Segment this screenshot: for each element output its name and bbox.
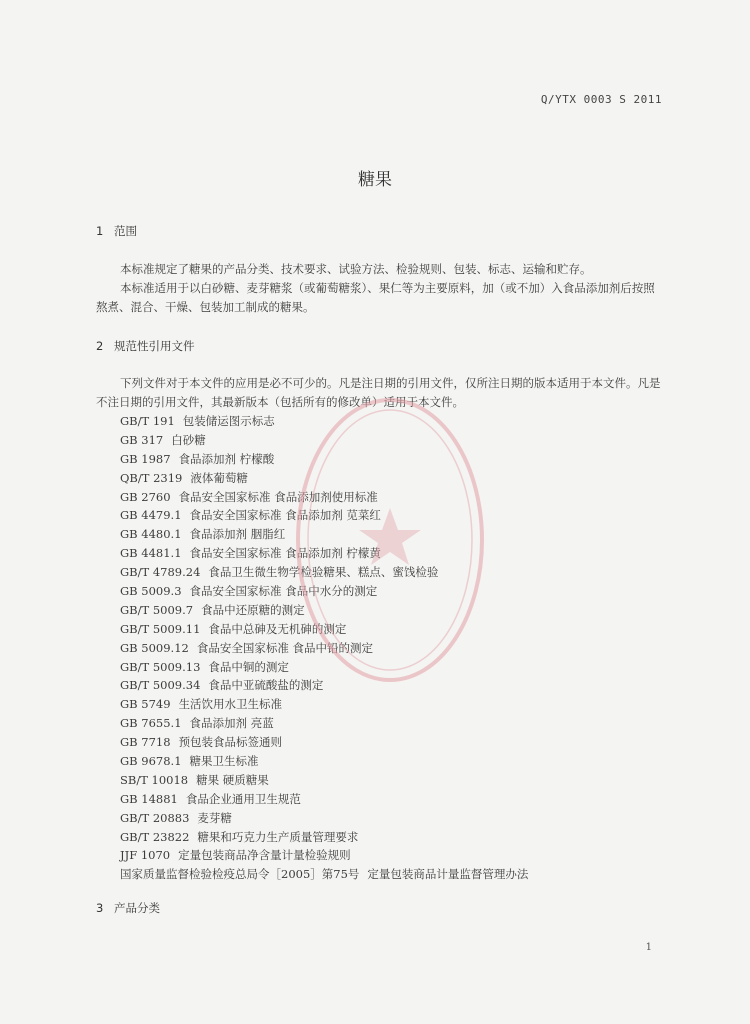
reference-code: GB 4480.1 xyxy=(120,527,182,542)
reference-item xyxy=(120,525,528,544)
reference-item xyxy=(120,733,528,752)
reference-name: 食品安全国家标准 食品中水分的测定 xyxy=(189,584,378,599)
reference-name: 定量包装商品净含量计量检验规则 xyxy=(178,848,351,863)
reference-code: GB/T 191 xyxy=(120,414,175,428)
reference-item xyxy=(120,828,528,847)
reference-code: GB 5009.12 xyxy=(120,640,189,655)
reference-name: 糖果 硬质糖果 xyxy=(196,772,269,787)
reference-code: GB 5749 xyxy=(120,697,171,712)
reference-item xyxy=(120,695,528,714)
reference-name: 食品安全国家标准 食品中铅的测定 xyxy=(196,640,374,655)
reference-name: 食品卫生微生物学检验糖果、糕点、蜜饯检验 xyxy=(208,565,439,580)
section-title: 产品分类 xyxy=(114,901,160,915)
section-2-intro: 下列文件对于本文件的应用是必不可少的。凡是注日期的引用文件，仅所注日期的版本适用于本文件。凡是不注日期的引用文件，其最新版本（包括所有的修改单）适用于本文件。 xyxy=(96,376,661,409)
reference-code: GB 4481.1 xyxy=(120,546,182,561)
document-code: Q/YTX 0003 S 2011 xyxy=(540,93,662,106)
section-title: 范围 xyxy=(114,224,137,238)
reference-name: 食品安全国家标准 食品添加剂 苋菜红 xyxy=(189,508,381,523)
reference-name: 糖果和巧克力生产质量管理要求 xyxy=(197,829,359,844)
section-2-heading xyxy=(96,338,195,354)
page-title: 糖果 xyxy=(358,170,392,190)
section-1-heading xyxy=(96,223,137,239)
reference-name: 食品中铜的测定 xyxy=(208,659,289,674)
section-1-paragraph-2: 本标准适用于以白砂糖、麦芽糖浆（或葡萄糖浆）、果仁等为主要原料，加（或不加）入食品添加剂后按照熬煮、混合、干燥、包装加工制成的糖果。 xyxy=(96,281,655,314)
reference-code: GB 7655.1 xyxy=(120,716,182,731)
reference-item xyxy=(120,639,528,658)
page-number: 1 xyxy=(645,942,652,953)
reference-name: 食品中总砷及无机砷的测定 xyxy=(208,621,347,636)
reference-name: 食品中还原糖的测定 xyxy=(201,602,305,617)
reference-name: 食品安全国家标准 食品添加剂使用标准 xyxy=(178,489,378,504)
reference-name: 麦芽糖 xyxy=(197,810,232,825)
reference-code: JJF 1070 xyxy=(120,848,171,863)
reference-item xyxy=(120,563,528,582)
section-3-heading xyxy=(96,900,160,916)
reference-item xyxy=(120,544,528,563)
reference-item xyxy=(120,620,528,639)
reference-code: 国家质量监督检验检疫总局令［2005］第75号 xyxy=(120,867,360,882)
reference-code: GB 14881 xyxy=(120,791,178,806)
reference-name: 生活饮用水卫生标准 xyxy=(178,697,283,712)
reference-item xyxy=(120,412,528,431)
reference-item xyxy=(120,752,528,771)
reference-name: 食品安全国家标准 食品添加剂 柠檬黄 xyxy=(189,546,381,561)
reference-code: SB/T 10018 xyxy=(120,772,189,787)
reference-item xyxy=(120,431,528,450)
reference-code: GB/T 5009.34 xyxy=(120,678,201,693)
reference-code: GB 1987 xyxy=(120,451,171,466)
reference-list xyxy=(120,412,528,884)
reference-code: GB/T 5009.7 xyxy=(120,602,194,617)
reference-item xyxy=(120,865,528,884)
reference-name: 定量包装商品计量监督管理办法 xyxy=(367,867,529,882)
section-number: 1 xyxy=(96,224,104,238)
reference-name: 食品添加剂 胭脂红 xyxy=(189,527,286,542)
reference-name: 食品企业通用卫生规范 xyxy=(185,791,301,806)
reference-item xyxy=(120,714,528,733)
reference-code: QB/T 2319 xyxy=(120,470,183,485)
reference-code: GB/T 23822 xyxy=(120,829,190,844)
section-title: 规范性引用文件 xyxy=(114,339,195,353)
reference-code: GB/T 5009.11 xyxy=(120,621,201,636)
section-number: 2 xyxy=(96,339,104,353)
reference-item xyxy=(120,771,528,790)
reference-name: 预包装食品标签通则 xyxy=(178,735,283,750)
reference-name: 食品中亚硫酸盐的测定 xyxy=(208,678,324,693)
reference-item xyxy=(120,601,528,620)
reference-item xyxy=(120,506,528,525)
reference-code: GB 4479.1 xyxy=(120,508,182,523)
reference-code: GB 317 xyxy=(120,432,164,447)
reference-code: GB/T 20883 xyxy=(120,810,190,825)
reference-item xyxy=(120,790,528,809)
reference-item xyxy=(120,809,528,828)
reference-item xyxy=(120,469,528,488)
reference-name: 食品添加剂 亮蓝 xyxy=(189,716,274,731)
reference-code: GB 7718 xyxy=(120,735,171,750)
reference-code: GB/T 5009.13 xyxy=(120,659,201,674)
section-number: 3 xyxy=(96,901,104,915)
reference-item xyxy=(120,488,528,507)
reference-item xyxy=(120,450,528,469)
reference-item xyxy=(120,846,528,865)
reference-name: 包装储运图示标志 xyxy=(182,414,275,428)
reference-code: GB 2760 xyxy=(120,489,171,504)
reference-item xyxy=(120,676,528,695)
reference-item xyxy=(120,582,528,601)
reference-name: 糖果卫生标准 xyxy=(189,754,259,769)
reference-name: 食品添加剂 柠檬酸 xyxy=(178,451,275,466)
reference-code: GB 5009.3 xyxy=(120,584,182,599)
reference-code: GB 9678.1 xyxy=(120,754,182,769)
reference-code: GB/T 4789.24 xyxy=(120,565,201,580)
reference-name: 液体葡萄糖 xyxy=(190,470,248,485)
section-1-paragraph-1: 本标准规定了糖果的产品分类、技术要求、试验方法、检验规则、包装、标志、运输和贮存。 xyxy=(120,262,592,276)
reference-name: 白砂糖 xyxy=(171,432,206,447)
reference-item xyxy=(120,658,528,677)
